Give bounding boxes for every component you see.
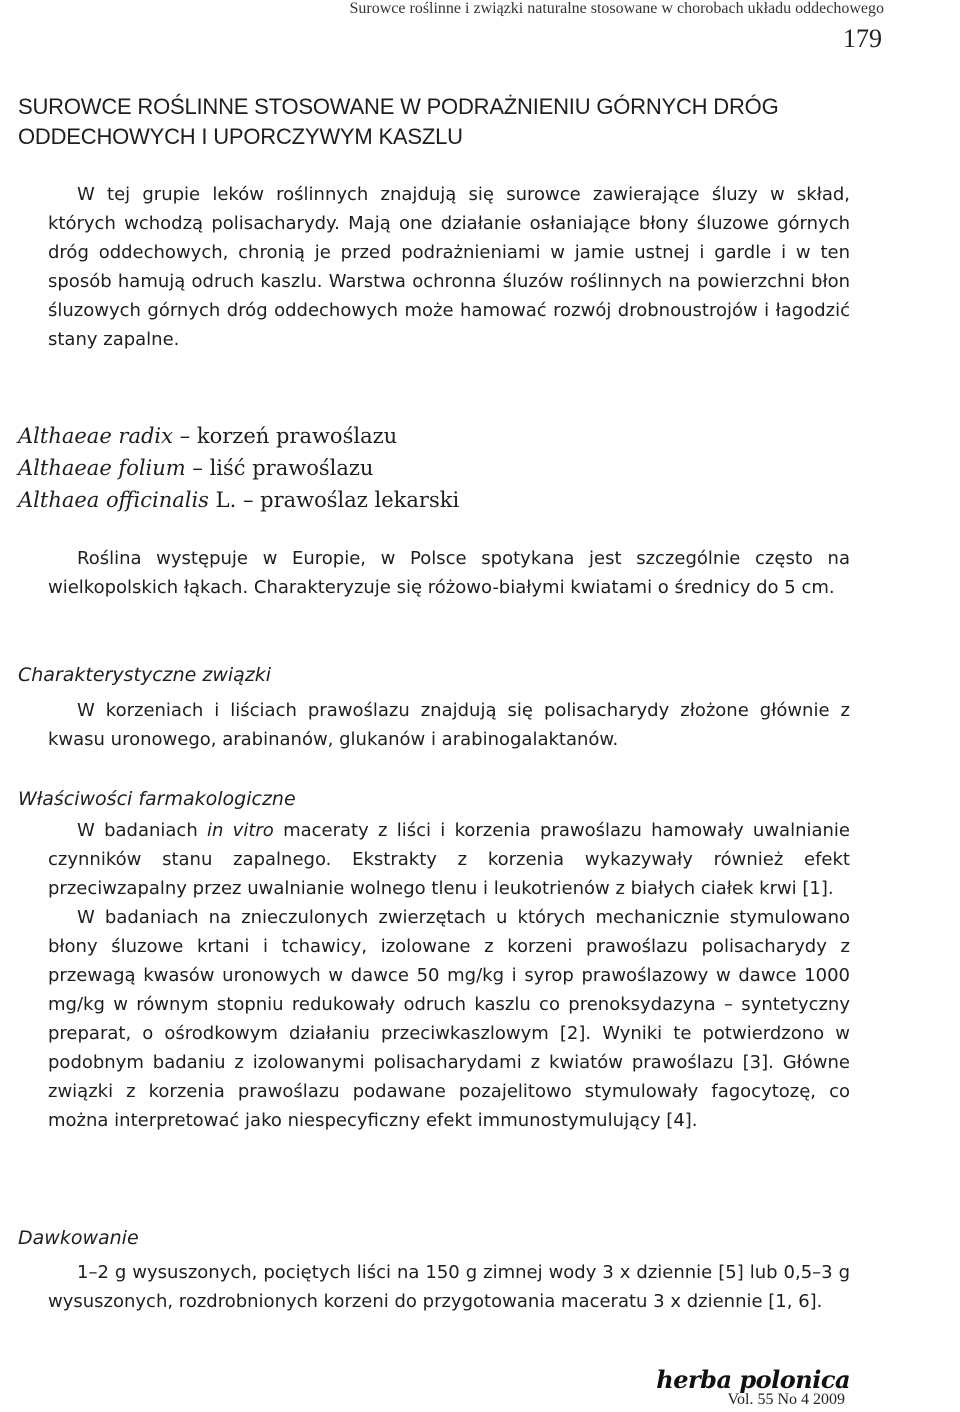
in-vitro-term: in vitro [207,820,274,841]
pharmacology-heading: Właściwości farmakologiczne [18,788,296,810]
journal-logo: herba polonica [656,1365,850,1394]
plant-name-row [18,452,459,484]
dosage-paragraph: 1–2 g wysuszonych, pociętych liści na 150 g zimnej wody 3 x dziennie [5] lub 0,5–3 g wysuszonych, rozdrobnionych korzeni do przygotowania maceratu 3 x dziennie [1, 6]. [48,1262,850,1312]
pharmacology-section [48,816,850,1135]
pharmacology-paragraph-2: W badaniach na znieczulonych zwierzętach u których mechanicznie stymulowano błony śluzowe krtani i tchawicy, izolowane z korzeni prawoślazu polisacharydy z przewagą kwasów uronowych w dawce 50 mg/kg i syrop prawoślazowy w dawce 1000 mg/kg w równym stopniu redukowały odruch kaszlu co prenoksydazyna – syntetyczny preparat, o ośrodkowym działaniu przeciwkaszlowym [2]. Wyniki te potwierdzono w podobnym badaniu z izolowanymi polisacharydami z kwiatów prawoślazu [3]. Główne związki z korzenia prawoślazu podawane pozajelitowo stymulowały fagocytozę, co można interpretować jako niespecyficzny efekt immunostymulujący [4]. [48,907,850,1131]
plant-name-row [18,484,459,516]
latin-name: Althaea officinalis [18,488,209,512]
pharmacology-paragraph-1: W badaniach in vitro maceraty z liści i korzenia prawoślazu hamowały uwalnianie czynników stanu zapalnego. Ekstrakty z korzenia wykazywały również efekt przeciwzapalny przez uwalnianie wolnego tlenu i leukotrienów z białych ciałek krwi [1]. [48,820,850,899]
page-number: 179 [843,24,882,53]
latin-name: Althaeae folium [18,456,186,480]
name-dash: – [192,456,203,480]
polish-name: prawoślaz lekarski [260,488,460,512]
polish-name: liść prawoślazu [209,456,374,480]
section-title [18,92,898,152]
section-title-line-2: ODDECHOWYCH I UPORCZYWYM KASZLU [18,124,463,149]
section-title-line-1: SUROWCE ROŚLINNE STOSOWANE W PODRAŻNIENIU GÓRNYCH DRÓG [18,94,779,119]
description-paragraph: Roślina występuje w Europie, w Polsce spotykana jest szczególnie często na wielkopolskich łąkach. Charakteryzuje się różowo-białymi kwiatami o średnicy do 5 cm. [48,548,850,598]
compounds-heading: Charakterystyczne związki [18,664,272,686]
intro-paragraph: W tej grupie leków roślinnych znajdują się surowce zawierające śluzy w skład, których wchodzą polisacharydy. Mają one działanie osłaniające błony śluzowe górnych dróg oddechowych, chronią je przed podrażnieniami w jamie ustnej i gardle i w ten sposób hamują odruch kaszlu. Warstwa ochronna śluzów roślinnych na powierzchni błon śluzowych górnych dróg oddechowych może hamować rozwój drobnoustrojów i łagodzić stany zapalne. [48,184,850,350]
compounds-paragraph: W korzeniach i liściach prawoślazu znajdują się polisacharydy złożone głównie z kwasu uronowego, arabinanów, glukanów i arabinogalaktanów. [48,700,850,750]
author-abbreviation: L. [215,488,237,512]
name-dash: – [242,488,254,512]
running-header: Surowce roślinne i związki naturalne stosowane w chorobach układu oddechowego [349,0,884,17]
volume-info: Vol. 55 No 4 2009 [727,1391,845,1408]
name-dash: – [179,424,191,448]
plant-name-row [18,420,459,452]
plant-names [18,420,459,516]
latin-name: Althaeae radix [18,424,173,448]
dosage-heading: Dawkowanie [18,1227,139,1249]
polish-name: korzeń prawoślazu [196,424,398,448]
